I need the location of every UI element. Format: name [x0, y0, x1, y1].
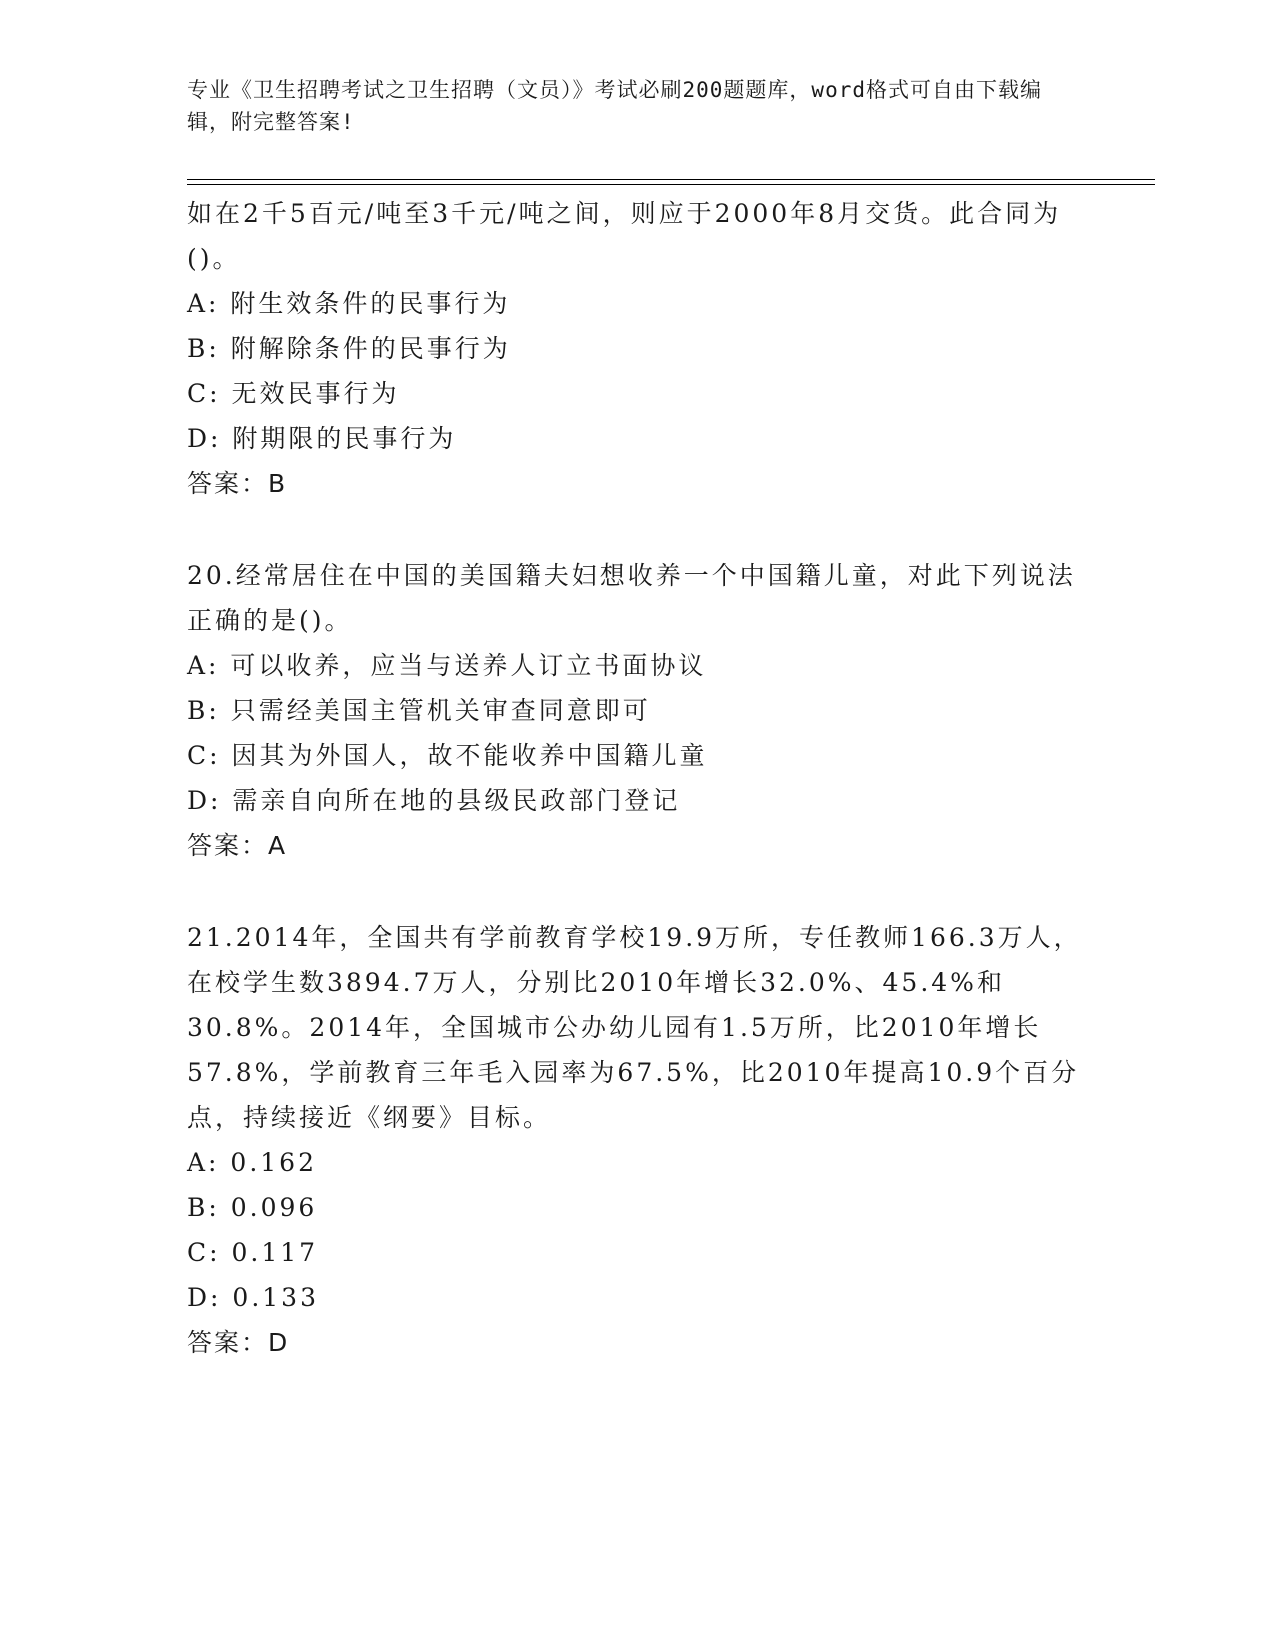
option-b: B: 只需经美国主管机关审查同意即可 [187, 696, 651, 725]
option-a: A: 附生效条件的民事行为 [187, 289, 511, 318]
option-d: D: 附期限的民事行为 [187, 424, 457, 453]
question-text: 如在2千5百元/吨至3千元/吨之间，则应于2000年8月交货。此合同为()。 [187, 199, 1062, 273]
option-b: B: 0.096 [187, 1193, 318, 1222]
question-text: 20.经常居住在中国的美国籍夫妇想收养一个中国籍儿童，对此下列说法正确的是()。 [187, 561, 1076, 635]
header-rule-top [187, 179, 1155, 180]
answer-line: 答案：A [187, 831, 288, 860]
question-item [187, 553, 1087, 868]
option-b: B: 附解除条件的民事行为 [187, 334, 511, 363]
option-a: A: 0.162 [187, 1148, 317, 1177]
option-d: D: 0.133 [187, 1283, 319, 1312]
option-c: C: 因其为外国人，故不能收养中国籍儿童 [187, 741, 708, 770]
question-list [187, 191, 1087, 1365]
question-item [187, 915, 1087, 1365]
option-d: D: 需亲自向所在地的县级民政部门登记 [187, 786, 681, 815]
option-c: C: 0.117 [187, 1238, 319, 1267]
question-text: 21.2014年，全国共有学前教育学校19.9万所，专任教师166.3万人，在校学生数3894.7万人，分别比2010年增长32.0%、45.4%和30.8%。2014年，全国城市公办幼儿园有1.5万所，比2010年增长57.8%，学前教育三年毛入园率为67.5%，比2010年提高10.9个百分点，持续接近《纲要》目标。 [187, 923, 1082, 1132]
option-a: A: 可以收养，应当与送养人订立书面协议 [187, 651, 707, 680]
answer-line: 答案：B [187, 469, 288, 498]
document-intro: 专业《卫生招聘考试之卫生招聘（文员）》考试必刷200题题库，word格式可自由下载编辑，附完整答案! [187, 78, 1042, 134]
header-rule-bottom [187, 184, 1155, 185]
option-c: C: 无效民事行为 [187, 379, 400, 408]
question-item [187, 191, 1087, 506]
answer-line: 答案：D [187, 1328, 290, 1357]
